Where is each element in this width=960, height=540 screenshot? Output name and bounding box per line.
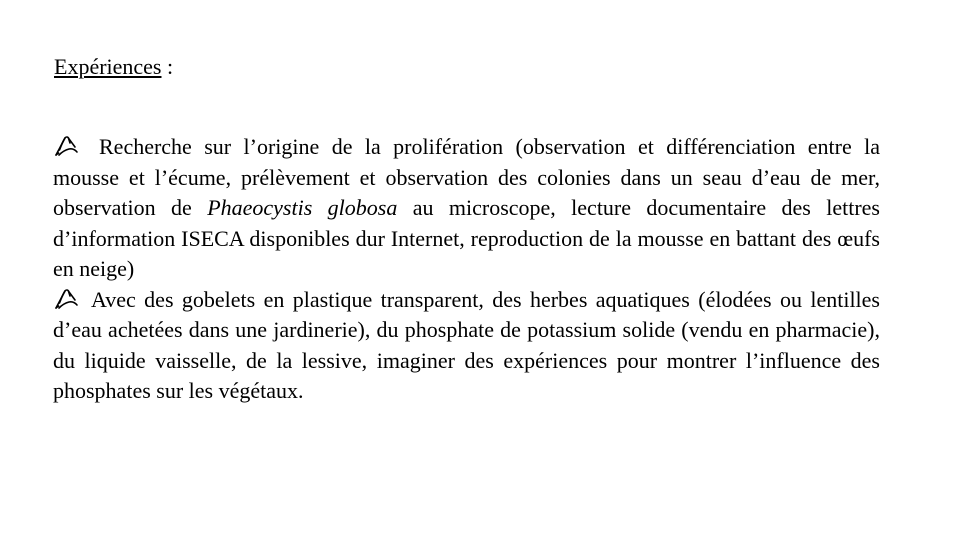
item-text: Avec des gobelets en plastique transparent, des herbes aquatiques (élodées ou lentilles d’eau achetées dans une jardinerie), du phosphate de potassium solide (vendu en pharmacie), du liquide vaisselle, de la lessive, imaginer des expériences pour montrer l’influence des phosphates sur les végétaux. bbox=[53, 286, 880, 403]
item-text-end: au microscope, lecture documentaire des lettres d’information ISECA disponibles dur Internet, reproduction de la mousse en battant des œufs en neige) bbox=[53, 195, 880, 281]
item-text-start: Recherche sur l’origine de la prolifération (observation et différenciation entre la mousse et l’écume, prélèvement et observation des colonies dans un seau d’eau de mer, observation de bbox=[53, 134, 880, 220]
section-heading bbox=[54, 52, 173, 82]
list-item bbox=[53, 132, 880, 285]
pencil-hand-icon bbox=[53, 288, 81, 310]
experiments-list bbox=[53, 132, 880, 407]
heading-colon: : bbox=[167, 54, 174, 79]
pencil-hand-icon bbox=[53, 135, 81, 157]
list-item bbox=[53, 285, 880, 407]
species-name: Phaeocystis globosa bbox=[207, 195, 398, 220]
heading-title: Expériences bbox=[54, 54, 162, 79]
